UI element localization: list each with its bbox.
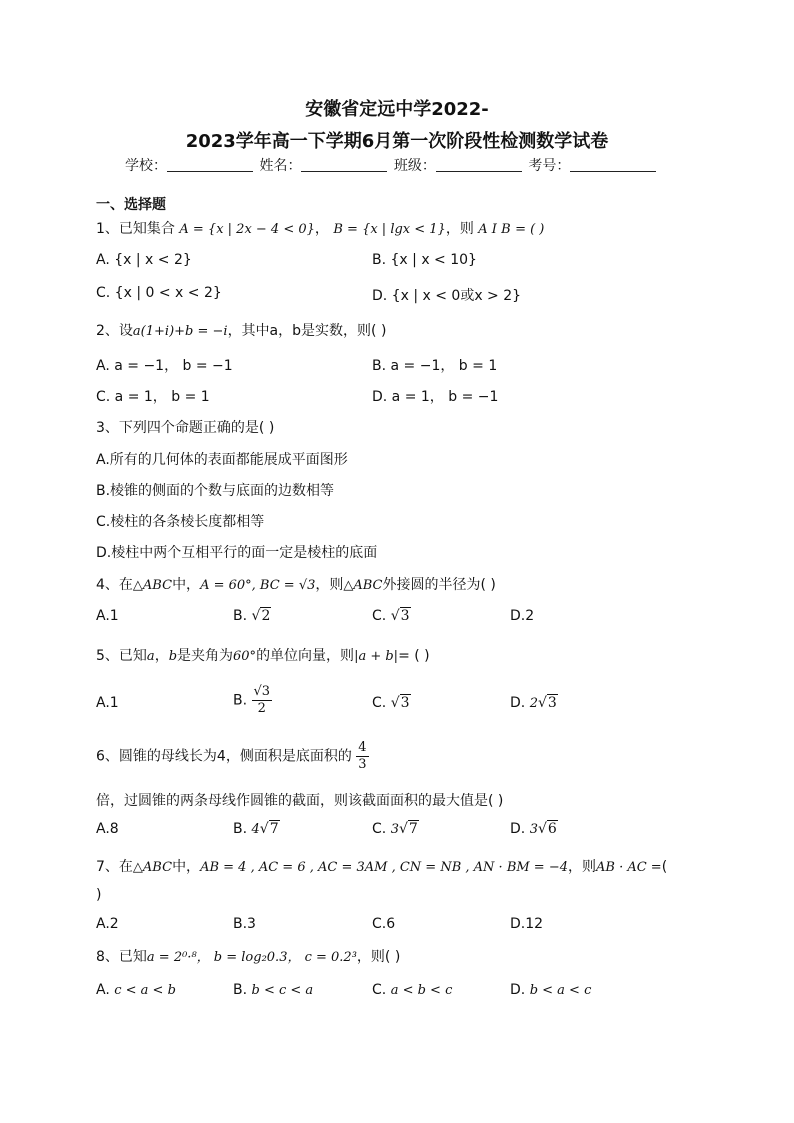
question-5-tail: 的单位向量，则 xyxy=(256,648,355,664)
question-7-conditions: AB = 4 , AC = 6 , AC = 3AM , CN = NB , AN · BM = −4 xyxy=(200,860,568,875)
question-3-option-a[interactable]: A.所有的几何体的表面都能展成平面图形 xyxy=(96,452,348,468)
question-8-option-a-label: A. xyxy=(96,982,110,998)
question-3-stem: 3、下列四个命题正确的是( ) xyxy=(96,420,275,436)
question-5-option-d-coef: 2 xyxy=(529,696,538,711)
question-3-option-c[interactable]: C.棱柱的各条棱长度都相等 xyxy=(96,514,265,530)
name-label: 姓名： xyxy=(259,158,302,174)
question-5-mid: 是夹角为 xyxy=(177,648,234,664)
class-label: 班级： xyxy=(393,158,436,174)
question-5-end: = ( ) xyxy=(398,648,430,664)
question-5-option-c[interactable] xyxy=(372,695,411,711)
question-4-option-a[interactable]: A.1 xyxy=(96,608,119,624)
question-6-text: 6、圆锥的母线长为4，侧面积是底面积的 xyxy=(96,748,352,765)
question-1-tail: ，则 xyxy=(445,221,474,237)
exam-number-blank[interactable] xyxy=(570,157,656,172)
question-5-stem xyxy=(96,645,430,665)
question-2-stem xyxy=(96,320,386,340)
question-8-option-a[interactable] xyxy=(96,982,176,998)
section-heading: 一、选择题 xyxy=(96,197,166,213)
question-8-option-b-label: B. xyxy=(233,982,248,998)
question-6-option-d-label: D. xyxy=(510,821,526,837)
question-1-option-d[interactable]: D. {x | x < 0或x > 2} xyxy=(372,288,522,304)
question-6-option-b-coef: 4 xyxy=(251,822,260,837)
question-5-option-d[interactable] xyxy=(510,695,558,711)
question-8-option-c-math: a < b < c xyxy=(390,983,453,998)
question-5-option-c-radicand: 3 xyxy=(400,695,410,711)
question-7-option-b[interactable]: B.3 xyxy=(233,916,256,932)
question-7-target: AB · AC = xyxy=(596,860,662,875)
question-4-triangle: △ABC xyxy=(132,578,173,593)
sqrt-icon: √6 xyxy=(537,821,557,837)
question-4-end: 外接圆的半径为( ) xyxy=(382,577,496,593)
question-4-option-b-label: B. xyxy=(233,608,248,624)
sqrt-icon: √2 xyxy=(251,608,271,624)
school-blank[interactable] xyxy=(167,157,253,172)
question-8-option-d-math: b < a < c xyxy=(529,983,592,998)
question-6-option-d-coef: 3 xyxy=(529,822,538,837)
exam-title-line-2: 2023学年高一下学期6月第一次阶段性检测数学试卷 xyxy=(185,131,609,152)
question-8-option-c[interactable] xyxy=(372,982,452,998)
question-1-stem: 1、已知集合 A = {x | 2x − 4 < 0}， B = {x | lgx < 1}，则 A I B = ( ) xyxy=(96,221,545,237)
question-4-option-b[interactable] xyxy=(233,608,271,624)
question-4-text: 4、在 xyxy=(96,577,133,593)
question-1-set-b: B = {x | lgx < 1} xyxy=(333,222,446,237)
question-5-option-d-radicand: 3 xyxy=(547,695,557,711)
question-1-text: 1、已知集合 xyxy=(96,221,175,237)
sqrt-icon: √7 xyxy=(259,821,279,837)
question-4-option-d[interactable]: D.2 xyxy=(510,608,535,624)
question-4-triangle-2: △ABC xyxy=(343,578,383,593)
question-8-tail: ，则( ) xyxy=(356,949,401,965)
question-7-option-d[interactable]: D.12 xyxy=(510,916,544,932)
exam-number-label: 考号： xyxy=(528,158,571,174)
question-3-option-d[interactable]: D.棱柱中两个互相平行的面一定是棱柱的底面 xyxy=(96,545,378,561)
question-6-option-c-label: C. xyxy=(372,821,387,837)
question-1-option-b[interactable]: B. {x | x < 10} xyxy=(372,252,477,268)
question-8-option-a-math: c < a < b xyxy=(114,983,176,998)
question-5-option-b-label: B. xyxy=(233,692,248,709)
question-4-stem xyxy=(96,574,496,594)
sqrt-icon: √3 xyxy=(390,608,410,624)
fraction-denominator: 2 xyxy=(257,701,266,716)
question-6-option-a[interactable]: A.8 xyxy=(96,821,119,837)
question-2-equation: a(1+i)+b = −i xyxy=(132,324,228,339)
question-5-option-a[interactable]: A.1 xyxy=(96,695,119,711)
sqrt-icon: √3 xyxy=(390,695,410,711)
school-label: 学校： xyxy=(125,158,167,174)
question-7-option-c[interactable]: C.6 xyxy=(372,916,396,932)
question-8-option-c-label: C. xyxy=(372,982,387,998)
question-6-option-b-label: B. xyxy=(233,821,248,837)
question-5-option-b[interactable] xyxy=(233,684,272,717)
question-5-option-d-label: D. xyxy=(510,695,526,711)
question-7-mid: 中， xyxy=(172,859,201,875)
question-6-option-c-radicand: 7 xyxy=(408,821,418,837)
question-5-text: 5、已知 xyxy=(96,648,147,664)
question-8-text: 8、已知 xyxy=(96,949,147,965)
question-7-end: ( xyxy=(661,859,668,875)
question-6-option-b[interactable] xyxy=(233,821,280,837)
student-info-row xyxy=(125,155,658,175)
sqrt-icon: √7 xyxy=(398,821,418,837)
question-7-stem xyxy=(96,856,667,876)
question-8-option-b-math: b < c < a xyxy=(251,983,314,998)
question-7-triangle: △ABC xyxy=(132,860,173,875)
question-8-option-b[interactable] xyxy=(233,982,313,998)
question-6-option-c-coef: 3 xyxy=(390,822,399,837)
class-blank[interactable] xyxy=(436,157,522,172)
fraction xyxy=(356,740,368,773)
question-7-option-a[interactable]: A.2 xyxy=(96,916,119,932)
fraction xyxy=(252,684,273,717)
question-1-option-c[interactable]: C. {x | 0 < x < 2} xyxy=(96,285,222,301)
question-5-vector-a: a xyxy=(146,649,155,664)
question-7-tail: ，则 xyxy=(568,859,596,875)
question-5-sep: ， xyxy=(154,648,169,664)
question-6-option-d-radicand: 6 xyxy=(547,821,557,837)
question-1-option-a[interactable]: A. {x | x < 2} xyxy=(96,252,192,268)
question-6-option-b-radicand: 7 xyxy=(269,821,279,837)
question-4-option-c-label: C. xyxy=(372,608,387,624)
question-2-text: 2、设 xyxy=(96,323,133,339)
question-2-option-b[interactable]: B. a = −1， b = 1 xyxy=(372,358,498,374)
question-7-close-paren: ) xyxy=(96,887,102,903)
question-2-option-a[interactable]: A. a = −1， b = −1 xyxy=(96,358,233,374)
question-2-option-d[interactable]: D. a = 1， b = −1 xyxy=(372,389,499,405)
question-8-option-d-label: D. xyxy=(510,982,526,998)
question-5-magnitude: |a + b| xyxy=(354,649,399,664)
exam-title-line-1: 安徽省定远中学2022- xyxy=(305,99,489,120)
question-1-end: = ( ) xyxy=(515,222,545,237)
question-4-option-c[interactable] xyxy=(372,608,411,624)
fraction-numerator: 4 xyxy=(358,740,367,755)
question-4-tail: ，则 xyxy=(315,577,344,593)
question-8-stem xyxy=(96,946,400,966)
question-4-conditions: A = 60°, BC = √3 xyxy=(200,578,316,593)
question-7-text: 7、在 xyxy=(96,859,133,875)
question-6-stem xyxy=(96,740,369,773)
question-8-option-d[interactable] xyxy=(510,982,591,998)
question-2-tail: ，其中a，b是实数，则( ) xyxy=(227,323,387,339)
question-4-option-b-radicand: 2 xyxy=(261,608,271,624)
question-2-option-c[interactable]: C. a = 1， b = 1 xyxy=(96,389,210,405)
fraction-numerator: √3 xyxy=(253,684,271,699)
sqrt-icon: √3 xyxy=(537,695,557,711)
question-6-continuation: 倍，过圆锥的两条母线作圆锥的截面，则该截面面积的最大值是( ) xyxy=(96,793,504,809)
name-blank[interactable] xyxy=(301,157,387,172)
question-5-option-c-label: C. xyxy=(372,695,387,711)
question-6-option-c[interactable] xyxy=(372,821,419,837)
question-4-option-c-radicand: 3 xyxy=(400,608,410,624)
question-4-mid: 中， xyxy=(172,577,201,593)
question-8-definitions: a = 2⁰·⁸， b = log₂0.3， c = 0.2³ xyxy=(146,950,357,965)
question-5-vector-b: b xyxy=(168,649,178,664)
fraction-denominator: 3 xyxy=(358,757,367,772)
question-5-angle: 60° xyxy=(233,649,257,664)
question-1-set-a: A = {x | 2x − 4 < 0} xyxy=(179,222,315,237)
question-1-intersection: A I B xyxy=(478,222,511,237)
question-3-option-b[interactable]: B.棱锥的侧面的个数与底面的边数相等 xyxy=(96,483,335,499)
question-6-option-d[interactable] xyxy=(510,821,558,837)
